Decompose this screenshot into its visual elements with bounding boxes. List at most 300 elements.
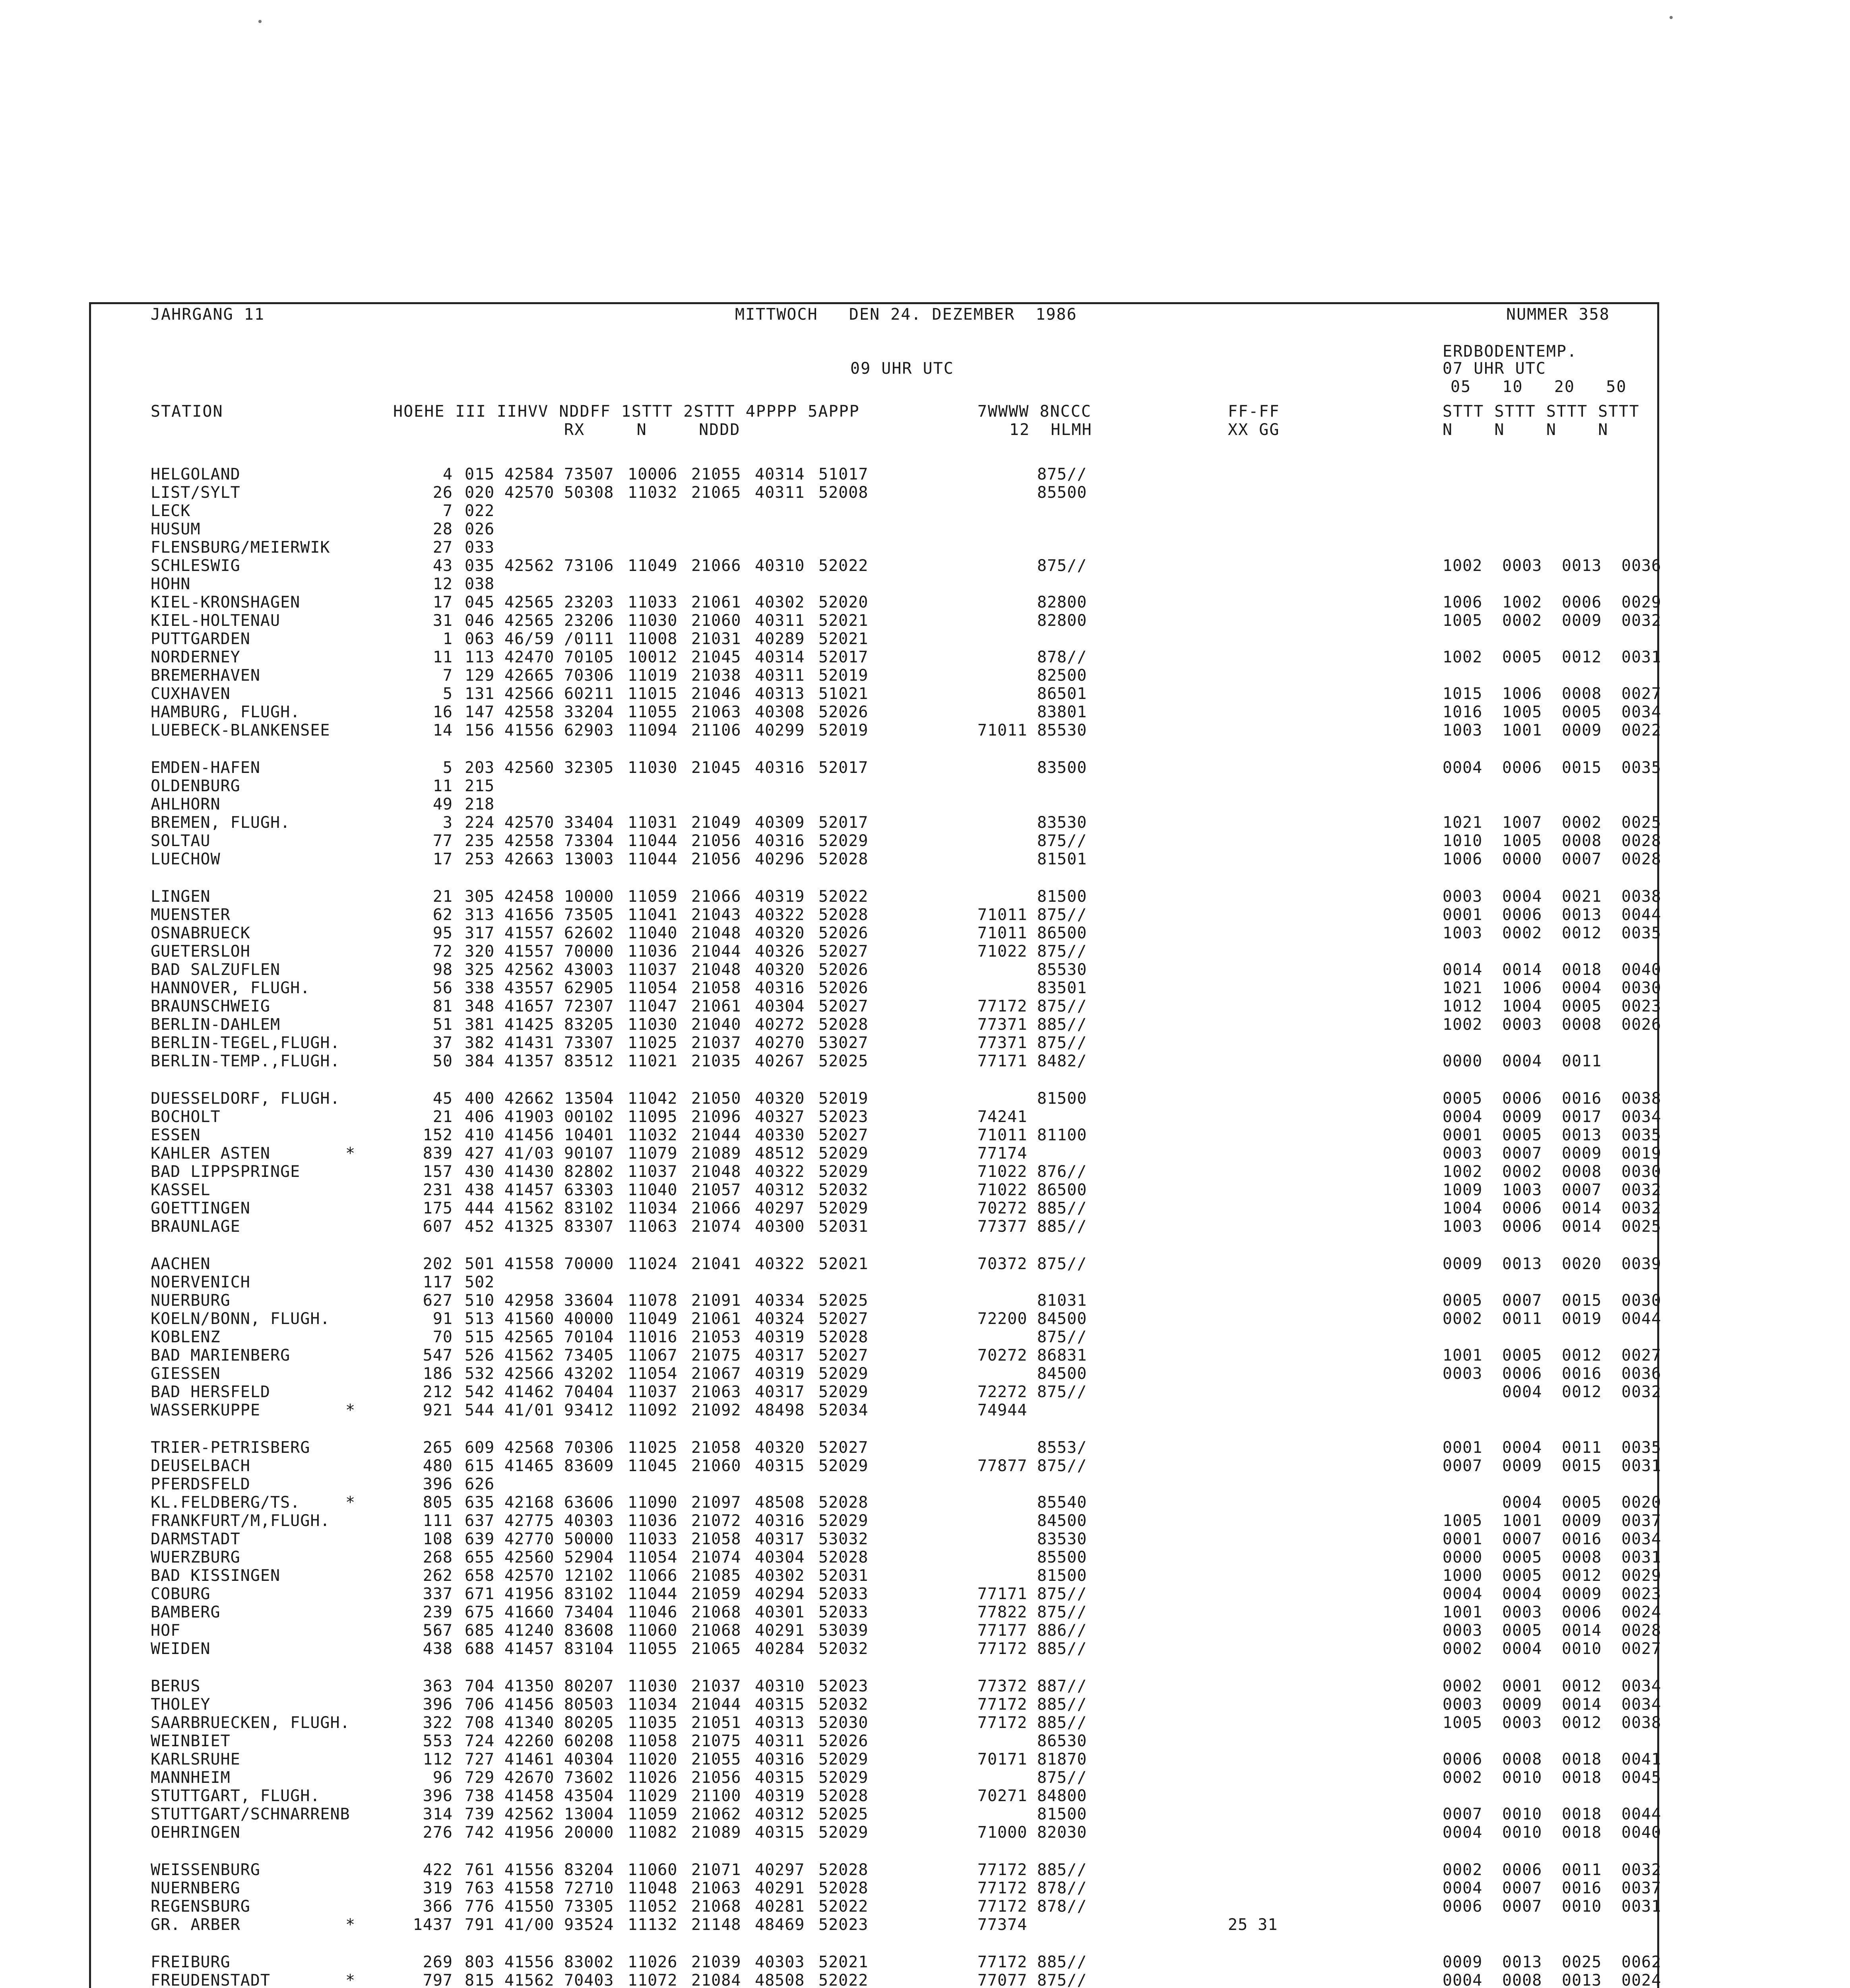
station-elevation: 16	[432, 703, 453, 721]
code-group: 21037	[691, 1677, 741, 1695]
code-group: 40299	[755, 721, 805, 740]
weather-code: 71022	[977, 942, 1028, 961]
soil-temp-50: 0031	[1621, 1457, 1662, 1475]
station-number: 615	[465, 1457, 495, 1475]
cloud-code: 82500	[1037, 666, 1087, 685]
cloud-code: 85500	[1037, 483, 1087, 502]
station-elevation: 17	[432, 850, 453, 868]
soil-temp-20: 0012	[1562, 1714, 1602, 1732]
code-group: 52031	[818, 1217, 869, 1236]
soil-temp-10: 0014	[1502, 961, 1542, 979]
station-elevation: 12	[432, 575, 453, 593]
soil-temp-50: 0027	[1621, 1640, 1662, 1658]
code-group: 11036	[628, 942, 678, 961]
soil-temp-20: 0011	[1562, 1052, 1602, 1070]
station-number: 129	[465, 666, 495, 685]
code-group: 41350	[504, 1677, 555, 1695]
station-elevation: 95	[432, 924, 453, 942]
cloud-code: 86500	[1037, 924, 1087, 942]
station-name: BREMEN, FLUGH.	[151, 813, 291, 832]
station-name: OLDENBURG	[151, 777, 240, 795]
station-name: NORDERNEY	[151, 648, 240, 666]
code-group: 40313	[755, 685, 805, 703]
code-group: 53032	[818, 1530, 869, 1548]
cloud-code: 86501	[1037, 685, 1087, 703]
soil-temp-20: 0011	[1562, 1439, 1602, 1457]
soil-temp-10: 0007	[1502, 1879, 1542, 1897]
soil-temp-10: 0007	[1502, 1897, 1542, 1916]
code-group: 52017	[818, 759, 869, 777]
code-group: 40311	[755, 612, 805, 630]
soil-temp-05: 0002	[1443, 1861, 1483, 1879]
cloud-code: 83530	[1037, 1530, 1087, 1548]
station-elevation: 547	[423, 1346, 453, 1365]
cloud-code: 885//	[1037, 1640, 1087, 1658]
code-group: 93524	[564, 1916, 614, 1934]
station-number: 147	[465, 703, 495, 721]
code-group: 41458	[504, 1787, 555, 1805]
soil-temp-50: 0062	[1621, 1953, 1662, 1971]
station-name: BERUS	[151, 1677, 201, 1695]
code-group: 40000	[564, 1310, 614, 1328]
code-group: 11078	[628, 1291, 678, 1310]
code-group: 21057	[691, 1181, 741, 1199]
code-group: 11049	[628, 1310, 678, 1328]
soil-temp-20: 0015	[1562, 759, 1602, 777]
code-group: 42570	[504, 813, 555, 832]
code-group: 11015	[628, 685, 678, 703]
code-group: 42568	[504, 1439, 555, 1457]
station-number: 637	[465, 1512, 495, 1530]
soil-temp-10: 1001	[1502, 1512, 1542, 1530]
code-group: 63303	[564, 1181, 614, 1199]
station-elevation: 1437	[413, 1916, 453, 1934]
code-group: 48512	[755, 1144, 805, 1163]
station-elevation: 81	[432, 997, 453, 1015]
code-group: 42770	[504, 1530, 555, 1548]
code-group: 40296	[755, 850, 805, 868]
soil-temp-20: 0018	[1562, 1769, 1602, 1787]
station-elevation: 3	[442, 813, 453, 832]
cloud-code: 81031	[1037, 1291, 1087, 1310]
soil-temp-10: 1003	[1502, 1181, 1542, 1199]
code-group: 11054	[628, 979, 678, 997]
code-group: 40320	[755, 1439, 805, 1457]
code-group: 50308	[564, 483, 614, 502]
station-number: 410	[465, 1126, 495, 1144]
cloud-code: 875//	[1037, 942, 1087, 961]
station-elevation: 5	[442, 759, 453, 777]
code-group: 52019	[818, 1089, 869, 1108]
code-group: 11041	[628, 906, 678, 924]
station-elevation: 396	[423, 1695, 453, 1714]
code-group: 83205	[564, 1015, 614, 1034]
code-group: 11042	[628, 1089, 678, 1108]
code-group: 52021	[818, 612, 869, 630]
code-group: 21068	[691, 1603, 741, 1621]
code-group: 52026	[818, 979, 869, 997]
station-number: 305	[465, 887, 495, 906]
station-number: 063	[465, 630, 495, 648]
station-number: 704	[465, 1677, 495, 1695]
code-group: 90107	[564, 1144, 614, 1163]
code-group: 52904	[564, 1548, 614, 1567]
code-group: 52022	[818, 887, 869, 906]
code-group: 33204	[564, 703, 614, 721]
cloud-code: 83801	[1037, 703, 1087, 721]
weather-code: 77172	[977, 1879, 1028, 1897]
code-group: 70306	[564, 666, 614, 685]
soil-temp-50: 0031	[1621, 1897, 1662, 1916]
code-group: 40316	[755, 759, 805, 777]
station-number: 515	[465, 1328, 495, 1346]
station-elevation: 108	[423, 1530, 453, 1548]
code-group: 11092	[628, 1401, 678, 1419]
code-group: 11026	[628, 1953, 678, 1971]
soil-temp-05: 0009	[1443, 1953, 1483, 1971]
soil-temp-20: 0009	[1562, 1144, 1602, 1163]
soil-temp-10: 0006	[1502, 906, 1542, 924]
station-number: 685	[465, 1621, 495, 1640]
soil-temp-05: 0007	[1443, 1457, 1483, 1475]
soil-temp-05: 1021	[1443, 813, 1483, 832]
code-group: 11036	[628, 1512, 678, 1530]
code-group: 70104	[564, 1328, 614, 1346]
code-group: 12102	[564, 1567, 614, 1585]
station-number: 688	[465, 1640, 495, 1658]
station-number: 045	[465, 593, 495, 612]
code-group: 33404	[564, 813, 614, 832]
soil-temp-05: 0002	[1443, 1640, 1483, 1658]
code-group: 11094	[628, 721, 678, 740]
code-group: 40317	[755, 1530, 805, 1548]
code-group: 21056	[691, 1769, 741, 1787]
station-elevation: 268	[423, 1548, 453, 1567]
soil-temp-10: 0004	[1502, 887, 1542, 906]
station-elevation: 805	[423, 1493, 453, 1512]
cloud-code: 875//	[1037, 1383, 1087, 1401]
station-number: 384	[465, 1052, 495, 1070]
code-group: 11040	[628, 924, 678, 942]
code-group: 41240	[504, 1621, 555, 1640]
weather-code: 77172	[977, 1861, 1028, 1879]
station-elevation: 438	[423, 1640, 453, 1658]
station-number: 742	[465, 1823, 495, 1842]
soil-temp-10: 0005	[1502, 1126, 1542, 1144]
soil-temp-50: 0029	[1621, 593, 1662, 612]
station-number: 224	[465, 813, 495, 832]
code-group: 21048	[691, 1163, 741, 1181]
code-group: 21075	[691, 1732, 741, 1750]
soil-temp-20: 0015	[1562, 1291, 1602, 1310]
code-group: 21075	[691, 1346, 741, 1365]
station-elevation: 269	[423, 1953, 453, 1971]
code-group: 52021	[818, 630, 869, 648]
weather-code: 71011	[977, 924, 1028, 942]
soil-temp-10: 0004	[1502, 1493, 1542, 1512]
volume-label: JAHRGANG 11	[151, 305, 265, 324]
station-number: 406	[465, 1108, 495, 1126]
soil-temp-50: 0034	[1621, 703, 1662, 721]
soil-temp-50: 0029	[1621, 1567, 1662, 1585]
station-name: REGENSBURG	[151, 1897, 250, 1916]
soil-temp-05: 1001	[1443, 1346, 1483, 1365]
soil-temp-05: 0005	[1443, 1291, 1483, 1310]
soil-temp-05: 1002	[1443, 1163, 1483, 1181]
code-group: 11044	[628, 850, 678, 868]
code-group: 11046	[628, 1603, 678, 1621]
code-group: 52017	[818, 813, 869, 832]
code-group: 11035	[628, 1714, 678, 1732]
weather-code: 72200	[977, 1310, 1028, 1328]
code-group: 80205	[564, 1714, 614, 1732]
cloud-code: 82030	[1037, 1823, 1087, 1842]
soil-temp-10: 1007	[1502, 813, 1542, 832]
soil-temp-50: 0044	[1621, 906, 1662, 924]
station-number: 708	[465, 1714, 495, 1732]
code-group: 21062	[691, 1805, 741, 1823]
code-group: 40316	[755, 979, 805, 997]
code-group: 53027	[818, 1034, 869, 1052]
soil-temp-20: 0007	[1562, 850, 1602, 868]
station-number: 430	[465, 1163, 495, 1181]
code-group: 40304	[755, 997, 805, 1015]
cloud-code: 86831	[1037, 1346, 1087, 1365]
cloud-code: 84800	[1037, 1787, 1087, 1805]
code-group: 83104	[564, 1640, 614, 1658]
code-group: 41425	[504, 1015, 555, 1034]
station-name: STUTTGART, FLUGH.	[151, 1787, 320, 1805]
code-group: 42558	[504, 832, 555, 850]
code-group: 73404	[564, 1603, 614, 1621]
soil-temp-05: 0014	[1443, 961, 1483, 979]
code-group: 42670	[504, 1769, 555, 1787]
soil-temp-20: 0012	[1562, 1383, 1602, 1401]
station-name: SCHLESWIG	[151, 557, 240, 575]
soil-temp-20: 0005	[1562, 1493, 1602, 1512]
soil-temp-20: 0002	[1562, 813, 1602, 832]
code-group: 11032	[628, 483, 678, 502]
soil-temp-05: 1003	[1443, 721, 1483, 740]
soil-temp-10: 0004	[1502, 1052, 1542, 1070]
weather-group-header: 7WWWW 8NCCC	[977, 402, 1092, 421]
soil-temp-10: 0013	[1502, 1953, 1542, 1971]
station-elevation: 77	[432, 832, 453, 850]
soil-temp-05: 1009	[1443, 1181, 1483, 1199]
code-group: 42566	[504, 685, 555, 703]
code-group: 40316	[755, 832, 805, 850]
soil-temp-20: 0014	[1562, 1217, 1602, 1236]
soil-temp-20: 0014	[1562, 1199, 1602, 1217]
soil-temp-10: 0009	[1502, 1695, 1542, 1714]
soil-temp-10: 1006	[1502, 979, 1542, 997]
code-group: 42663	[504, 850, 555, 868]
cloud-code: 81500	[1037, 1805, 1087, 1823]
soil-temp-10: 0003	[1502, 1714, 1542, 1732]
code-group: 83002	[564, 1953, 614, 1971]
cloud-code: 81501	[1037, 850, 1087, 868]
code-group: 52029	[818, 1769, 869, 1787]
station-elevation: 7	[442, 666, 453, 685]
soil-temp-10: 1001	[1502, 721, 1542, 740]
soil-temp-05: 0004	[1443, 1971, 1483, 1988]
code-group: 40334	[755, 1291, 805, 1310]
code-group: 41558	[504, 1255, 555, 1273]
code-group: 40294	[755, 1585, 805, 1603]
station-elevation: 396	[423, 1787, 453, 1805]
soil-temp-05: 0005	[1443, 1089, 1483, 1108]
code-group: 42566	[504, 1365, 555, 1383]
soil-temp-05: 1006	[1443, 850, 1483, 868]
soil-temp-10: 0002	[1502, 924, 1542, 942]
soil-temp-10: 0007	[1502, 1291, 1542, 1310]
soil-temp-50: 0032	[1621, 1181, 1662, 1199]
code-group: 40310	[755, 557, 805, 575]
mountain-marker: *	[345, 1971, 356, 1988]
weather-code: 77172	[977, 1695, 1028, 1714]
code-group: 41556	[504, 1953, 555, 1971]
soil-temp-05: 1016	[1443, 703, 1483, 721]
code-group: 41461	[504, 1750, 555, 1769]
soil-temp-05: 0003	[1443, 1621, 1483, 1640]
code-group: 21045	[691, 759, 741, 777]
code-group: 21056	[691, 850, 741, 868]
code-group: 21045	[691, 648, 741, 666]
code-group: 70000	[564, 1255, 614, 1273]
code-group: 52022	[818, 1971, 869, 1988]
station-elevation: 72	[432, 942, 453, 961]
code-group: 11034	[628, 1695, 678, 1714]
soil-temp-20: 0016	[1562, 1879, 1602, 1897]
station-name: BRAUNSCHWEIG	[151, 997, 270, 1015]
code-group: 11032	[628, 1126, 678, 1144]
cloud-code: 876//	[1037, 1163, 1087, 1181]
code-group: 52028	[818, 1328, 869, 1346]
code-group: 83204	[564, 1861, 614, 1879]
cloud-code: 885//	[1037, 1714, 1087, 1732]
station-name: MUENSTER	[151, 906, 231, 924]
station-number: 791	[465, 1916, 495, 1934]
station-number: 400	[465, 1089, 495, 1108]
cloud-code: 81100	[1037, 1126, 1087, 1144]
code-group: 40320	[755, 1089, 805, 1108]
soil-temp-05: 0001	[1443, 1126, 1483, 1144]
code-group: 40316	[755, 1750, 805, 1769]
code-group: 40322	[755, 906, 805, 924]
soil-temp-20: 0013	[1562, 906, 1602, 924]
code-group: 11044	[628, 1585, 678, 1603]
code-group: 21031	[691, 630, 741, 648]
cloud-code: 875//	[1037, 1585, 1087, 1603]
soil-temp-20: 0005	[1562, 703, 1602, 721]
soil-temp-20: 0025	[1562, 1953, 1602, 1971]
weather-code: 77172	[977, 1897, 1028, 1916]
station-number: 501	[465, 1255, 495, 1273]
soil-temp-10: 0006	[1502, 1089, 1542, 1108]
weather-code: 70271	[977, 1787, 1028, 1805]
soil-temp-05: 1003	[1443, 1217, 1483, 1236]
code-group: 52029	[818, 832, 869, 850]
cloud-code: 85540	[1037, 1493, 1087, 1512]
soil-temp-20: 0012	[1562, 924, 1602, 942]
code-group: 40297	[755, 1861, 805, 1879]
soil-temp-20: 0014	[1562, 1695, 1602, 1714]
cloud-code: 875//	[1037, 1255, 1087, 1273]
station-name: BRAUNLAGE	[151, 1217, 240, 1236]
code-group: 83608	[564, 1621, 614, 1640]
station-number: 542	[465, 1383, 495, 1401]
station-number: 510	[465, 1291, 495, 1310]
soil-temp-10: 0006	[1502, 1861, 1542, 1879]
cloud-code: 83501	[1037, 979, 1087, 997]
weather-code: 77174	[977, 1144, 1028, 1163]
weather-code: 70272	[977, 1346, 1028, 1365]
code-group: 21046	[691, 685, 741, 703]
station-number: 026	[465, 520, 495, 538]
station-number: 513	[465, 1310, 495, 1328]
station-name: BAD SALZUFLEN	[151, 961, 281, 979]
code-group: 21100	[691, 1787, 741, 1805]
code-group: 42570	[504, 483, 555, 502]
station-name: KIEL-HOLTENAU	[151, 612, 281, 630]
code-group: 13504	[564, 1089, 614, 1108]
code-group: 80207	[564, 1677, 614, 1695]
station-name: OEHRINGEN	[151, 1823, 240, 1842]
code-group: 52025	[818, 1291, 869, 1310]
station-name: HAMBURG, FLUGH.	[151, 703, 301, 721]
code-group: 43003	[564, 961, 614, 979]
station-elevation: 96	[432, 1769, 453, 1787]
cloud-code: 875//	[1037, 832, 1087, 850]
station-elevation: 157	[423, 1163, 453, 1181]
code-group: 42570	[504, 1567, 555, 1585]
code-group: 70404	[564, 1383, 614, 1401]
code-group: 48498	[755, 1401, 805, 1419]
code-group: 11037	[628, 961, 678, 979]
code-group: 40303	[564, 1512, 614, 1530]
cloud-code: 81500	[1037, 1567, 1087, 1585]
station-elevation: 1	[442, 630, 453, 648]
code-group: 41430	[504, 1163, 555, 1181]
code-group: 42560	[504, 1548, 555, 1567]
code-group: 43202	[564, 1365, 614, 1383]
code-group: 73602	[564, 1769, 614, 1787]
soil-temp-50: 0038	[1621, 1089, 1662, 1108]
code-group: 41656	[504, 906, 555, 924]
station-name: ESSEN	[151, 1126, 201, 1144]
soil-temp-05: 0004	[1443, 1823, 1483, 1842]
code-group: 40272	[755, 1015, 805, 1034]
station-name: NOERVENICH	[151, 1273, 250, 1291]
station-number: 253	[465, 850, 495, 868]
code-group: 40308	[755, 703, 805, 721]
soil-temp-50: 0036	[1621, 1365, 1662, 1383]
code-group: 21066	[691, 557, 741, 575]
code-group: 41562	[504, 1346, 555, 1365]
code-group: 52021	[818, 1953, 869, 1971]
soil-temp-20: 0012	[1562, 1677, 1602, 1695]
station-number: 635	[465, 1493, 495, 1512]
station-number: 739	[465, 1805, 495, 1823]
code-column-header: HOEHE III IIHVV NDDFF 1STTT 2STTT 4PPPP 5APPP	[393, 402, 860, 421]
code-group: 11029	[628, 1787, 678, 1805]
soil-temp-10: 0000	[1502, 850, 1542, 868]
station-number: 738	[465, 1787, 495, 1805]
station-name: KASSEL	[151, 1181, 211, 1199]
cloud-code: 81870	[1037, 1750, 1087, 1769]
code-group: 41557	[504, 924, 555, 942]
code-group: 40314	[755, 465, 805, 483]
